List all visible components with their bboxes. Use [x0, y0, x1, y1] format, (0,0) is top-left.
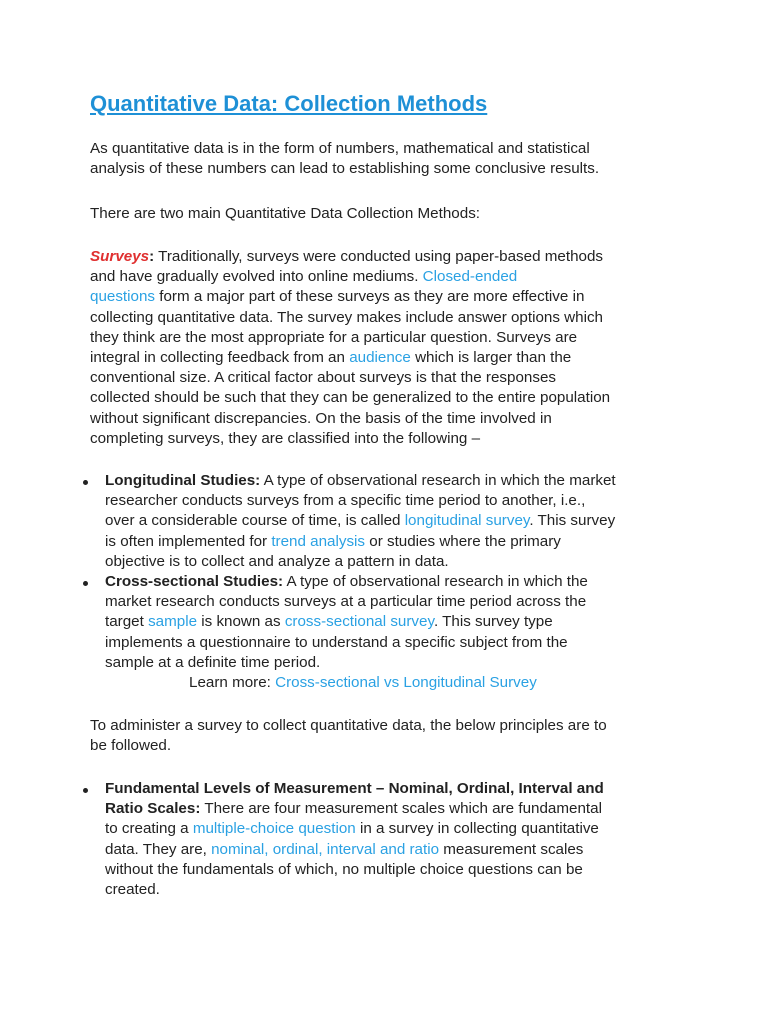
- longitudinal-line-1: A type of observational research in which the market: [260, 472, 616, 489]
- surveys-line-5: they think are the most appropriate for a particular question. Surveys are: [90, 328, 578, 346]
- audience-link[interactable]: audience: [349, 349, 411, 367]
- cross-sectional-line-2: market research conducts surveys at a particular time period across the: [105, 593, 587, 611]
- longitudinal-line-3b: . This survey: [529, 512, 616, 530]
- longitudinal-survey-link[interactable]: longitudinal survey: [404, 512, 530, 530]
- page-title[interactable]: Quantitative Data: Collection Methods: [90, 91, 488, 116]
- surveys-line-1: Traditionally, surveys were conducted using paper-based methods: [154, 248, 604, 265]
- bullet-icon: [83, 788, 88, 793]
- list-item-longitudinal: [0, 471, 700, 572]
- measurement-scales-link[interactable]: nominal, ordinal, interval and ratio: [211, 840, 440, 858]
- longitudinal-line-5: objective is to collect and analyze a pattern in data.: [105, 552, 449, 570]
- surveys-line-2: and have gradually evolved into online mediums.: [90, 268, 423, 286]
- surveys-line-6b: which is larger than the: [410, 349, 572, 367]
- survey-types-list: [0, 471, 700, 673]
- fundamental-line-2: There are four measurement scales which are fundamental: [200, 800, 602, 818]
- fundamental-term-line-2: Ratio Scales:: [105, 800, 201, 818]
- trend-analysis-link[interactable]: trend analysis: [271, 532, 366, 550]
- learn-more-link[interactable]: Cross-sectional vs Longitudinal Survey: [275, 674, 537, 691]
- longitudinal-line-4: is often implemented for: [105, 532, 272, 550]
- administer-line-1: To administer a survey to collect quantitative data, the below principles are to: [90, 717, 607, 734]
- longitudinal-line-3: over a considerable course of time, is called: [105, 512, 405, 530]
- questions-link[interactable]: questions: [90, 288, 156, 306]
- cross-sectional-line-3b: is known as: [197, 613, 285, 631]
- surveys-colon: :: [149, 248, 155, 265]
- longitudinal-term: Longitudinal Studies:: [105, 472, 261, 489]
- fundamental-line-4: data. They are,: [105, 840, 212, 858]
- surveys-line-7: conventional size. A critical factor about surveys is that the responses: [90, 369, 556, 387]
- learn-more-label: Learn more:: [189, 674, 276, 691]
- closed-ended-link[interactable]: Closed-ended: [422, 268, 518, 286]
- fundamental-line-3b: in a survey in collecting quantitative: [355, 820, 599, 838]
- list-item-cross-sectional: [0, 572, 700, 673]
- intro-line-2: analysis of these numbers can lead to establishing some conclusive results.: [90, 160, 600, 178]
- surveys-line-6: integral in collecting feedback from an: [90, 349, 350, 367]
- multiple-choice-question-link[interactable]: multiple-choice question: [192, 820, 356, 838]
- surveys-line-10: completing surveys, they are classified into the following –: [90, 429, 481, 447]
- cross-sectional-line-5: sample at a definite time period.: [105, 653, 321, 671]
- cross-sectional-survey-link[interactable]: cross-sectional survey: [284, 613, 434, 631]
- fundamental-line-4b: measurement scales: [439, 840, 584, 858]
- fundamental-line-3: to creating a: [105, 820, 193, 838]
- cross-sectional-line-4: implements a questionnaire to understand a specific subject from the: [105, 633, 568, 651]
- surveys-paragraph: [90, 247, 690, 449]
- longitudinal-line-2: researcher conducts surveys from a specific time period to another, i.e.,: [105, 492, 586, 510]
- principles-list: [0, 779, 700, 900]
- longitudinal-line-4b: or studies where the primary: [365, 532, 561, 550]
- cross-sectional-line-3: target: [105, 613, 149, 631]
- sample-link[interactable]: sample: [148, 613, 198, 631]
- intro-line-1: As quantitative data is in the form of numbers, mathematical and statistical: [90, 140, 590, 157]
- list-item-fundamental-levels: [0, 779, 700, 900]
- bullet-icon: [83, 480, 88, 485]
- learn-more: [189, 673, 537, 693]
- cross-sectional-line-1: A type of observational research in which the: [283, 573, 588, 591]
- cross-sectional-term: Cross-sectional Studies:: [105, 573, 284, 591]
- surveys-line-4: collecting quantitative data. The survey makes include answer options which: [90, 308, 604, 326]
- intro-paragraph: [90, 139, 690, 179]
- surveys-line-3: form a major part of these surveys as they are more effective in: [155, 288, 585, 306]
- bullet-icon: [83, 581, 88, 586]
- fundamental-term-line-1: Fundamental Levels of Measurement – Nominal, Ordinal, Interval and: [105, 780, 604, 797]
- methods-intro: There are two main Quantitative Data Collection Methods:: [90, 205, 481, 222]
- surveys-line-9: without significant discrepancies. On the basis of the time involved in: [90, 409, 552, 427]
- surveys-term: Surveys: [90, 248, 150, 265]
- fundamental-line-6: created.: [105, 881, 160, 899]
- administer-line-2: be followed.: [90, 737, 172, 755]
- administer-paragraph: [90, 716, 690, 756]
- cross-sectional-line-3c: . This survey type: [433, 613, 553, 631]
- fundamental-line-5: without the fundamentals of which, no multiple choice questions can be: [105, 860, 583, 878]
- surveys-line-8: collected should be such that they can be generalized to the entire population: [90, 389, 611, 407]
